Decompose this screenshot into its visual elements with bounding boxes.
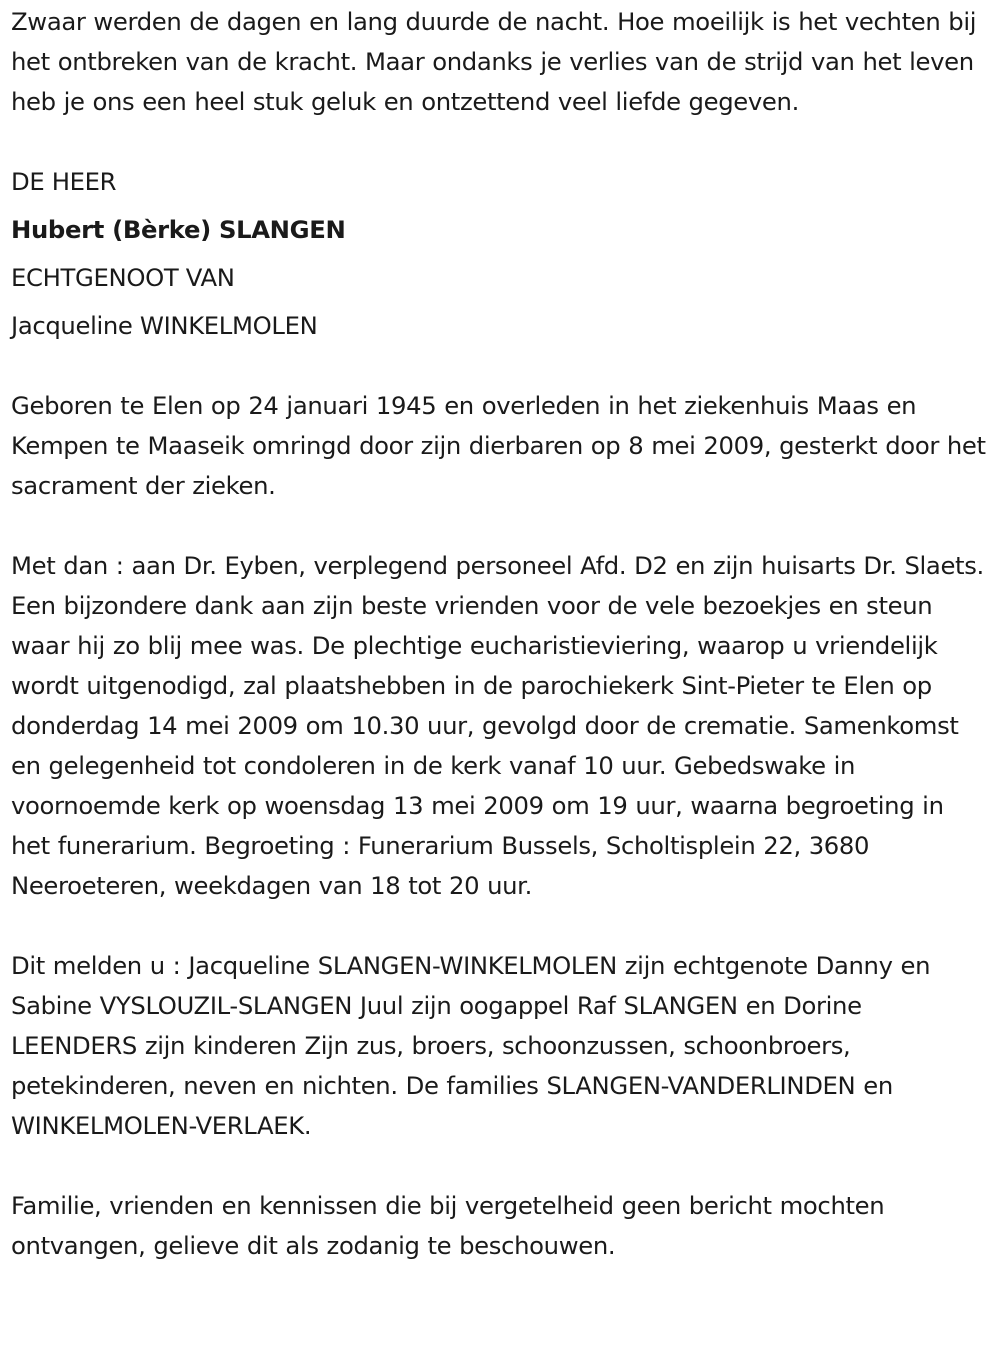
closing-paragraph: Familie, vrienden en kennissen die bij vergetelheid geen bericht mochten ontvangen, gelieve dit als zodanig te beschouwen. (11, 1191, 885, 1260)
spacer (11, 122, 990, 162)
birth-death-paragraph: Geboren te Elen op 24 januari 1945 en overleden in het ziekenhuis Maas en Kempen te Maaseik omringd door zijn dierbaren op 8 mei 2009, gesterkt door het sacrament der zieken. (11, 391, 986, 500)
title-prefix: DE HEER (11, 167, 117, 196)
relation-label: ECHTGENOOT VAN (11, 263, 235, 292)
spacer (11, 1146, 990, 1186)
spacer (11, 506, 990, 546)
deceased-name: Hubert (Bèrke) SLANGEN (11, 215, 346, 244)
thanks-ceremony-paragraph: Met dan : aan Dr. Eyben, verplegend personeel Afd. D2 en zijn huisarts Dr. Slaets. Een bijzondere dank aan zijn beste vrienden voor de vele bezoekjes en steun waar hij zo blij mee was. De plechtige eucharistieviering, waarop u vriendelijk wordt uitgenodigd, zal plaatshebben in de parochiekerk Sint-Pieter te Elen op donderdag 14 mei 2009 om 10.30 uur, gevolgd door de crematie. Samenkomst en gelegenheid tot condoleren in de kerk vanaf 10 uur. Gebedswake in voornoemde kerk op woensdag 13 mei 2009 om 19 uur, waarna begroeting in het funerarium. Begroeting : Funerarium Bussels, Scholtisplein 22, 3680 Neeroeteren, weekdagen van 18 tot 20 uur. (11, 551, 984, 900)
spouse-name: Jacqueline WINKELMOLEN (11, 311, 318, 340)
intro-paragraph: Zwaar werden de dagen en lang duurde de nacht. Hoe moeilijk is het vechten bij het ontbreken van de kracht. Maar ondanks je verlies van de strijd van het leven heb je ons een heel stuk geluk en ontzettend veel liefde gegeven. (11, 7, 977, 116)
announced-by-paragraph: Dit melden u : Jacqueline SLANGEN-WINKELMOLEN zijn echtgenote Danny en Sabine VYSLOUZIL-SLANGEN Juul zijn oogappel Raf SLANGEN en Dorine LEENDERS zijn kinderen Zijn zus, broers, schoonzussen, schoonbroers, petekinderen, neven en nichten. De families SLANGEN-VANDERLINDEN en WINKELMOLEN-VERLAEK. (11, 951, 931, 1140)
deceased-heading (11, 158, 990, 350)
spacer (11, 346, 990, 386)
spacer (11, 906, 990, 946)
